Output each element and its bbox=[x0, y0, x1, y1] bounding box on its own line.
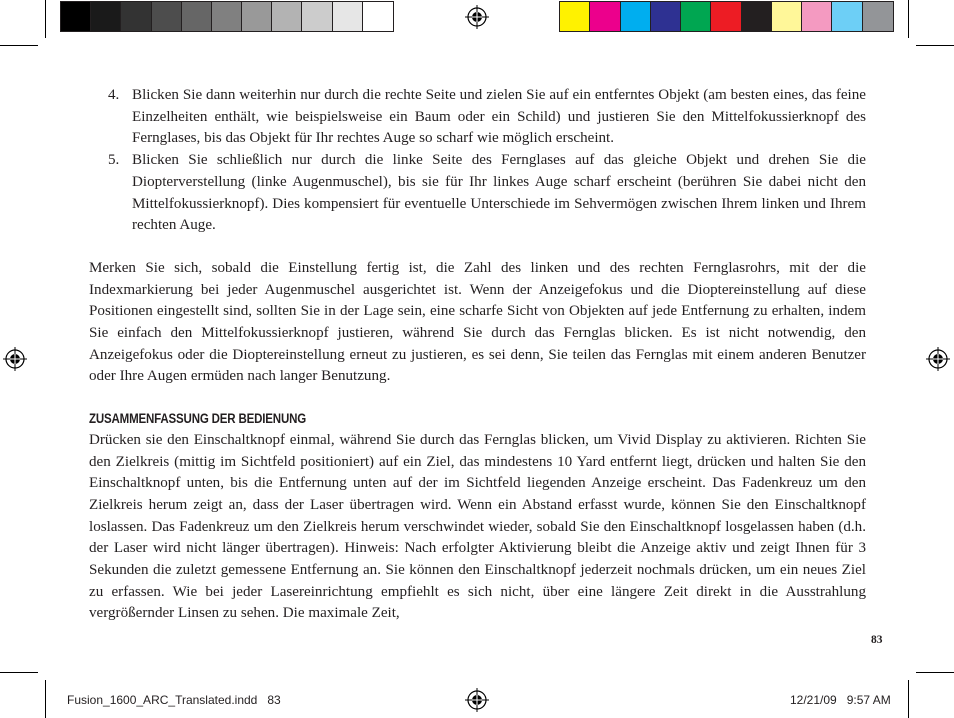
crop-mark-top-right-horizontal bbox=[916, 45, 954, 46]
process-color-bar bbox=[559, 1, 894, 32]
crop-mark-bottom-left-horizontal bbox=[0, 672, 38, 673]
color-swatch bbox=[621, 2, 651, 31]
crop-mark-top-right-vertical bbox=[908, 0, 909, 38]
page-number: 83 bbox=[871, 634, 883, 646]
gray-swatch bbox=[333, 2, 363, 31]
page-body bbox=[89, 85, 866, 625]
gray-swatch bbox=[121, 2, 151, 31]
slug-timestamp: 12/21/09 9:57 AM bbox=[790, 693, 891, 707]
color-swatch bbox=[863, 2, 893, 31]
gray-swatch bbox=[61, 2, 91, 31]
color-swatch bbox=[802, 2, 832, 31]
crop-mark-top-left-vertical bbox=[45, 0, 46, 38]
gray-swatch bbox=[363, 2, 393, 31]
registration-mark-icon bbox=[465, 688, 489, 712]
crop-mark-bottom-right-horizontal bbox=[916, 672, 954, 673]
registration-mark-icon bbox=[3, 347, 27, 371]
crop-mark-bottom-left-vertical bbox=[45, 680, 46, 718]
step-number: 4. bbox=[108, 87, 120, 103]
step-number: 5. bbox=[108, 152, 120, 169]
registration-mark-icon bbox=[465, 5, 489, 29]
body-paragraph: Merken Sie sich, sobald die Einstellung fertig ist, die Zahl des linken und des rechten Fernglasrohrs, mit der die Indexmarkierung bei jeder Augenmuschel ausgerichtet ist. Wenn der Anzeigefokus und die Dioptereinstellung auf diese Positionen eingestellt sind, sollten Sie in der Lage sein, eine scharfe Sicht von Objekten auf jede Entfernung zu erhalten, indem Sie einfach den Mittelfokussierknopf justieren, während Sie durch das Fernglas blicken. Es ist nicht notwendig, den Anzeigefokus oder die Dioptereinstellung erneut zu justieren, es sei denn, Sie teilen das Fernglas mit einem anderen Benutzer oder Ihre Augen ermüden nach langer Benutzung. bbox=[89, 259, 866, 385]
gray-swatch bbox=[272, 2, 302, 31]
instruction-steps bbox=[89, 85, 866, 237]
color-swatch bbox=[832, 2, 862, 31]
slug-filename: Fusion_1600_ARC_Translated.indd 83 bbox=[67, 693, 281, 707]
color-swatch bbox=[590, 2, 620, 31]
crop-mark-top-left-horizontal bbox=[0, 45, 38, 46]
color-swatch bbox=[742, 2, 772, 31]
color-swatch bbox=[681, 2, 711, 31]
grayscale-color-bar bbox=[60, 1, 394, 32]
gray-swatch bbox=[242, 2, 272, 31]
list-item bbox=[89, 85, 866, 150]
color-swatch bbox=[560, 2, 590, 31]
step-text: Blicken Sie dann weiterhin nur durch die rechte Seite und zielen Sie auf ein entferntes Objekt (am besten eines, das feine Einzelheiten enthält, wie beispielsweise ein Baum oder ein Schild) und justieren Sie den Mittelfokussierknopf des Fernglases, bis das Objekt für Ihr rechtes Auge so scharf wie möglich erscheint. bbox=[132, 87, 866, 147]
crop-mark-bottom-right-vertical bbox=[908, 680, 909, 718]
color-swatch bbox=[711, 2, 741, 31]
gray-swatch bbox=[91, 2, 121, 31]
step-text: Blicken Sie schließlich nur durch die linke Seite des Fernglases auf das gleiche Objekt und drehen Sie die Diopterverstellung (linke Augenmuschel), bis sie für Ihr linkes Auge scharf erscheint (berühren Sie dabei nicht den Mittelfokussierknopf). Dies kompensiert für eventuelle Unterschiede im Sehvermögen zwischen Ihrem linken und Ihrem rechten Auge. bbox=[132, 152, 866, 234]
gray-swatch bbox=[182, 2, 212, 31]
gray-swatch bbox=[212, 2, 242, 31]
list-item bbox=[89, 150, 866, 237]
color-swatch bbox=[651, 2, 681, 31]
gray-swatch bbox=[302, 2, 332, 31]
registration-mark-icon bbox=[926, 347, 950, 371]
section-heading: ZUSAMMENFASSUNG DER BEDIENUNG bbox=[89, 411, 307, 427]
section-body-paragraph: Drücken sie den Einschaltknopf einmal, während Sie durch das Fernglas blicken, um Vivid Display zu aktivieren. Richten Sie den Zielkreis (mittig im Sichtfeld positioniert) auf ein Ziel, das mindestens 10 Yard entfernt liegt, drücken und halten Sie den Einschaltknopf unten, bis die Entfernung unten auf der im Sichtfeld liegenden Anzeige erscheint. Das Fadenkreuz um den Zielkreis herum zeigt an, dass der Laser übertragen wird. Wenn ein Abstand erfasst wurde, können Sie den Einschaltknopf loslassen. Das Fadenkreuz um den Zielkreis herum verschwindet wieder, sobald Sie den Einschaltknopf losgelassen haben (d.h. der Laser wird nicht länger übertragen). Hinweis: Nach erfolgter Aktivierung bleibt die Anzeige aktiv und zeigt Ihnen für 3 Sekunden die zuletzt gemessene Entfernung an. Sie können den Einschaltknopf jederzeit nochmals drücken, um ein neues Ziel zu erfassen. Wie bei jeder Lasereinrichtung empfiehlt es sich nicht, über eine längere Zeit direkt in die Ausstrahlung vergrößernder Linsen zu sehen. Die maximale Zeit, bbox=[89, 431, 866, 622]
color-swatch bbox=[772, 2, 802, 31]
gray-swatch bbox=[152, 2, 182, 31]
